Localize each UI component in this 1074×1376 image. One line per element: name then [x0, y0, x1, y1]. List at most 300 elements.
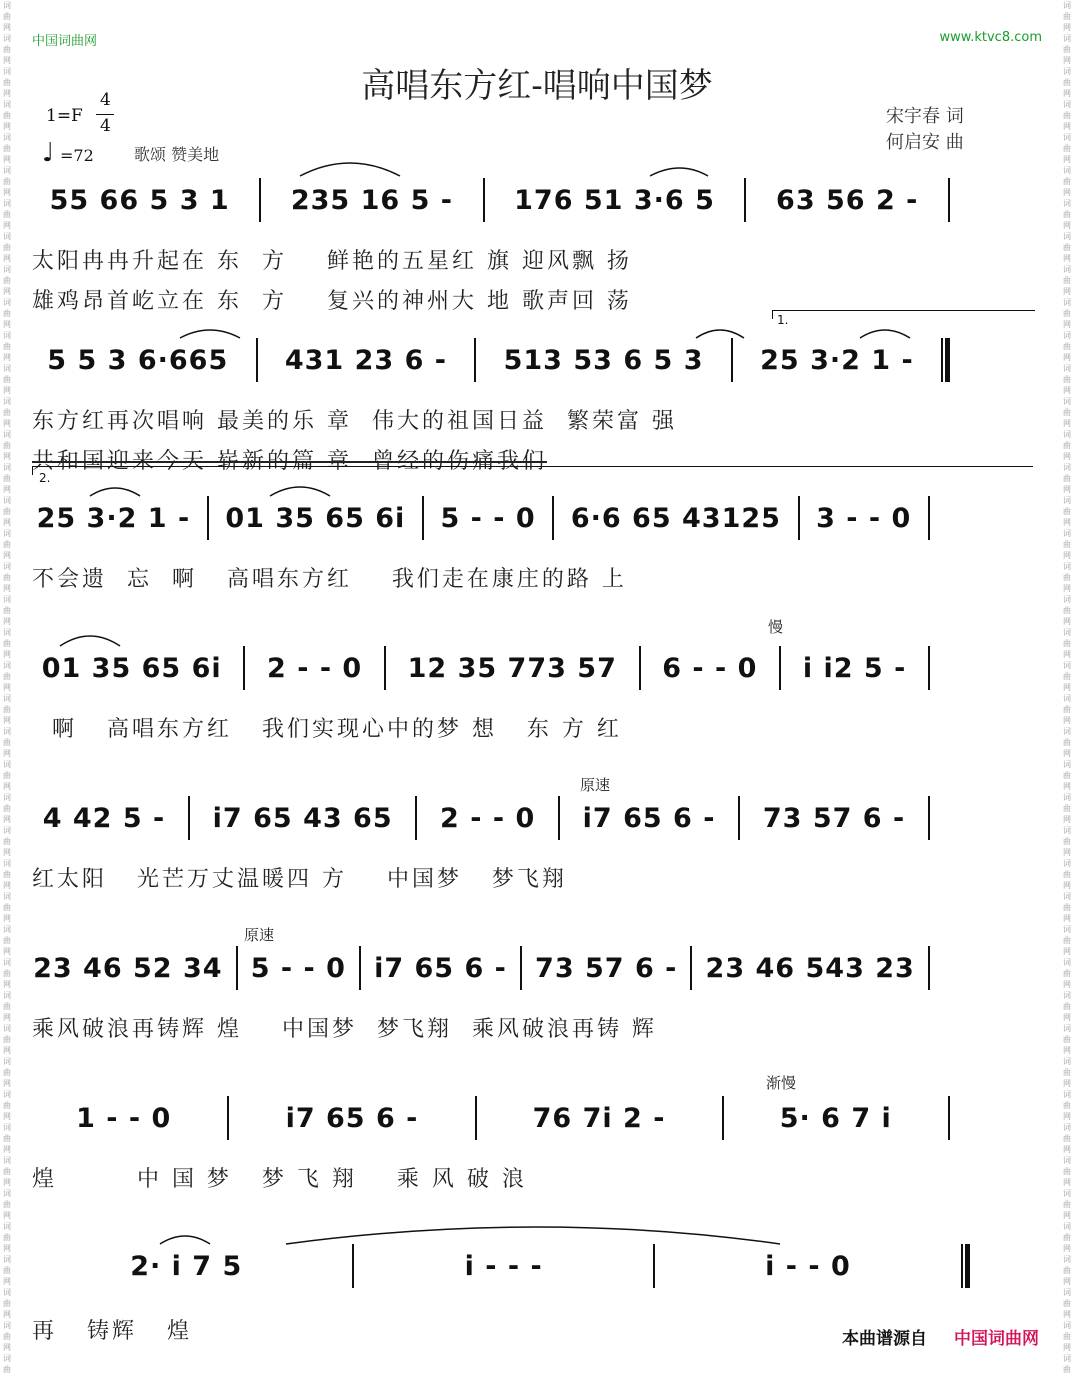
slur	[160, 1236, 210, 1244]
watermark-char: 曲	[1063, 672, 1071, 681]
measure-notes: 5 - - 0	[250, 952, 346, 984]
measure-notes: 6·6 65 43125	[570, 502, 781, 534]
watermark-char: 词	[1063, 562, 1071, 571]
watermark-char: 词	[3, 595, 11, 604]
watermark-char: 网	[1063, 89, 1071, 98]
watermark-char: 曲	[3, 738, 11, 747]
watermark-char: 网	[3, 584, 11, 593]
watermark-char: 曲	[3, 1068, 11, 1077]
watermark-char: 网	[3, 452, 11, 461]
watermark-char: 词	[3, 760, 11, 769]
watermark-char: 词	[1063, 859, 1071, 868]
watermark-char: 词	[3, 529, 11, 538]
watermark-char: 网	[3, 617, 11, 626]
watermark-char: 曲	[1063, 375, 1071, 384]
watermark-char: 网	[1063, 551, 1071, 560]
watermark-char: 词	[1063, 166, 1071, 175]
measure-notes: i i2 5 -	[802, 652, 907, 684]
slur	[650, 168, 708, 176]
watermark-char: 曲	[1063, 12, 1071, 21]
watermark-char: 网	[3, 122, 11, 131]
watermark-char: 曲	[3, 771, 11, 780]
tempo-marking: =72	[60, 146, 94, 165]
watermark-char: 词	[3, 859, 11, 868]
watermark-char: 曲	[3, 804, 11, 813]
watermark-char: 曲	[3, 639, 11, 648]
watermark-char: 词	[1063, 1222, 1071, 1231]
watermark-char: 词	[3, 1057, 11, 1066]
time-signature-bottom: 4	[100, 116, 111, 136]
watermark-char: 词	[3, 991, 11, 1000]
watermark-char: 词	[1063, 826, 1071, 835]
watermark-char: 词	[3, 628, 11, 637]
measure-notes: 63 56 2 -	[776, 184, 919, 216]
watermark-char: 曲	[1063, 408, 1071, 417]
watermark-char: 网	[3, 1079, 11, 1088]
watermark-char: 曲	[3, 309, 11, 318]
watermark-char: 词	[3, 925, 11, 934]
watermark-char: 网	[3, 1277, 11, 1286]
watermark-char: 词	[3, 166, 11, 175]
watermark-char: 网	[3, 551, 11, 560]
watermark-char: 曲	[3, 78, 11, 87]
watermark-char: 词	[1063, 463, 1071, 472]
measure-notes: 431 23 6 -	[284, 344, 447, 376]
measure-notes: 2· i 7 5	[130, 1250, 243, 1282]
watermark-char: 曲	[1063, 342, 1071, 351]
measure-notes: 5 5 3 6·665	[47, 344, 229, 376]
measure-notes: 5· 6 7 i	[779, 1102, 892, 1134]
watermark-char: 曲	[1063, 1200, 1071, 1209]
watermark-char: 网	[3, 353, 11, 362]
watermark-char: 词	[1063, 100, 1071, 109]
watermark-char: 词	[1063, 298, 1071, 307]
watermark-char: 网	[3, 980, 11, 989]
watermark-char: 曲	[1063, 573, 1071, 582]
watermark-char: 曲	[1063, 606, 1071, 615]
measure-notes: 3 - - 0	[816, 502, 912, 534]
watermark-char: 词	[3, 1090, 11, 1099]
slur	[300, 163, 400, 176]
tempo-mark-original: 原速	[580, 776, 611, 794]
slur	[180, 330, 240, 338]
measure-notes: 235 16 5 -	[290, 184, 453, 216]
watermark-char: 网	[3, 914, 11, 923]
watermark-char: 网	[3, 683, 11, 692]
tempo-mark-slow: 慢	[768, 618, 784, 636]
watermark-char: 词	[1063, 1354, 1071, 1363]
watermark-char: 曲	[3, 1035, 11, 1044]
watermark-char: 网	[1063, 320, 1071, 329]
watermark-char: 曲	[3, 903, 11, 912]
watermark-char: 网	[3, 716, 11, 725]
watermark-char: 曲	[3, 672, 11, 681]
watermark-char: 网	[1063, 1178, 1071, 1187]
lyric-line: 啊 高唱东方红 我们实现心中的梦 想 东 方 红	[32, 717, 622, 742]
lyric-line: 不会遗 忘 啊 高唱东方红 我们走在康庄的路 上	[32, 567, 627, 592]
watermark-char: 曲	[1063, 45, 1071, 54]
watermark-char: 网	[1063, 683, 1071, 692]
watermark-char: 网	[1063, 584, 1071, 593]
measure-notes: 01 35 65 6i	[41, 652, 222, 684]
watermark-char: 词	[1063, 34, 1071, 43]
watermark-char: 网	[3, 947, 11, 956]
measure-notes: i - - 0	[765, 1250, 851, 1282]
watermark-char: 词	[3, 397, 11, 406]
watermark-char: 曲	[1063, 441, 1071, 450]
watermark-char: 词	[1063, 430, 1071, 439]
watermark-char: 词	[1063, 661, 1071, 670]
watermark-char: 网	[1063, 1277, 1071, 1286]
footer-source-label: 本曲谱源自	[842, 1329, 927, 1349]
watermark-char: 曲	[3, 1200, 11, 1209]
watermark-char: 曲	[3, 342, 11, 351]
measure-notes: 76 7i 2 -	[532, 1102, 666, 1134]
watermark-char: 曲	[3, 45, 11, 54]
watermark-char: 词	[1063, 892, 1071, 901]
watermark-char: 网	[1063, 122, 1071, 131]
watermark-char: 曲	[1063, 243, 1071, 252]
watermark-char: 词	[1063, 331, 1071, 340]
measure-notes: 4 42 5 -	[42, 802, 166, 834]
watermark-char: 曲	[3, 408, 11, 417]
measure-notes: 73 57 6 -	[762, 802, 906, 834]
watermark-char: 曲	[3, 12, 11, 21]
watermark-char: 词	[1063, 364, 1071, 373]
watermark-char: 网	[1063, 947, 1071, 956]
watermark-char: 词	[3, 694, 11, 703]
watermark-char: 网	[1063, 56, 1071, 65]
watermark-char: 词	[1063, 1, 1071, 10]
watermark-char: 曲	[3, 276, 11, 285]
slur	[286, 1227, 780, 1244]
watermark-char: 曲	[3, 837, 11, 846]
watermark-char: 曲	[3, 1167, 11, 1176]
watermark-char: 曲	[3, 144, 11, 153]
watermark-char: 网	[1063, 1079, 1071, 1088]
lyric-line: 煌 中 国 梦 梦 飞 翔 乘 风 破 浪	[32, 1167, 527, 1192]
slur	[60, 636, 120, 646]
watermark-char: 曲	[3, 507, 11, 516]
watermark-char: 词	[1063, 397, 1071, 406]
watermark-char: 曲	[1063, 705, 1071, 714]
watermark-char: 曲	[3, 870, 11, 879]
watermark-char: 词	[3, 562, 11, 571]
watermark-char: 网	[3, 254, 11, 263]
watermark-char: 网	[1063, 782, 1071, 791]
expression-marking: 歌颂 赞美地	[134, 145, 220, 164]
watermark-char: 曲	[3, 969, 11, 978]
watermark-char: 网	[3, 1178, 11, 1187]
watermark-char: 网	[1063, 1244, 1071, 1253]
volta-label-2: 2.	[39, 471, 51, 485]
watermark-char: 曲	[1063, 540, 1071, 549]
watermark-char: 曲	[3, 1365, 11, 1374]
watermark-char: 网	[3, 155, 11, 164]
watermark-char: 词	[3, 826, 11, 835]
watermark-char: 网	[1063, 1211, 1071, 1220]
measure-notes: 176 51 3·6 5	[514, 184, 715, 216]
lyric-line: 雄鸡昂首屹立在 东 方 复兴的神州大 地 歌声回 荡	[32, 289, 632, 314]
watermark-char: 曲	[1063, 111, 1071, 120]
watermark-char: 曲	[3, 243, 11, 252]
watermark-char: 网	[3, 881, 11, 890]
watermark-char: 词	[3, 265, 11, 274]
watermark-char: 词	[1063, 1288, 1071, 1297]
watermark-char: 网	[3, 287, 11, 296]
watermark-char: 词	[3, 67, 11, 76]
watermark-char: 曲	[1063, 309, 1071, 318]
measure-notes: i7 65 6 -	[374, 952, 507, 984]
slur	[90, 488, 140, 496]
watermark-char: 网	[3, 23, 11, 32]
slur	[270, 487, 330, 496]
time-signature-top: 4	[100, 90, 111, 110]
watermark-char: 网	[1063, 386, 1071, 395]
watermark-char: 网	[3, 1046, 11, 1055]
watermark-char: 网	[3, 89, 11, 98]
measure-notes: 25 3·2 1 -	[36, 502, 191, 534]
watermark-char: 曲	[1063, 1035, 1071, 1044]
watermark-char: 曲	[1063, 804, 1071, 813]
watermark-char: 网	[3, 782, 11, 791]
watermark-char: 网	[1063, 188, 1071, 197]
watermark-char: 曲	[1063, 1002, 1071, 1011]
watermark-char: 网	[3, 749, 11, 758]
watermark-char: 网	[1063, 287, 1071, 296]
watermark-char: 网	[1063, 1013, 1071, 1022]
watermark-char: 词	[3, 892, 11, 901]
watermark-char: 曲	[3, 111, 11, 120]
watermark-char: 曲	[1063, 639, 1071, 648]
slur	[860, 330, 910, 338]
watermark-char: 曲	[1063, 1101, 1071, 1110]
watermark-char: 词	[1063, 727, 1071, 736]
watermark-char: 曲	[3, 936, 11, 945]
measure-notes: 12 35 773 57	[407, 652, 617, 684]
watermark-char: 词	[3, 1123, 11, 1132]
watermark-char: 网	[1063, 1343, 1071, 1352]
watermark-char: 曲	[1063, 837, 1071, 846]
watermark-char: 曲	[1063, 771, 1071, 780]
watermark-char: 词	[3, 793, 11, 802]
watermark-char: 曲	[3, 705, 11, 714]
watermark-char: 词	[1063, 958, 1071, 967]
measure-notes: 1 - - 0	[76, 1102, 172, 1134]
quarter-note-icon: ♩	[42, 138, 55, 168]
tempo-mark-original: 原速	[244, 926, 275, 944]
watermark-char: 曲	[1063, 1167, 1071, 1176]
watermark-char: 网	[3, 650, 11, 659]
measure-notes: i7 65 6 -	[285, 1102, 419, 1134]
watermark-char: 词	[3, 1222, 11, 1231]
watermark-char: 网	[1063, 815, 1071, 824]
watermark-char: 词	[1063, 133, 1071, 142]
watermark-char: 词	[3, 364, 11, 373]
watermark-char: 曲	[3, 1299, 11, 1308]
watermark-char: 词	[1063, 1024, 1071, 1033]
watermark-char: 曲	[1063, 936, 1071, 945]
watermark-char: 词	[1063, 496, 1071, 505]
watermark-char: 曲	[3, 375, 11, 384]
watermark-char: 网	[1063, 716, 1071, 725]
measure-notes: 2 - - 0	[267, 652, 363, 684]
lyric-line: 太阳冉冉升起在 东 方 鲜艳的五星红 旗 迎风飘 扬	[32, 249, 632, 274]
watermark-char: 网	[3, 386, 11, 395]
watermark-char: 词	[3, 34, 11, 43]
footer-source-site[interactable]: 中国词曲网	[954, 1329, 1039, 1349]
watermark-char: 曲	[1063, 1332, 1071, 1341]
measure-notes: 23 46 543 23	[705, 952, 915, 984]
watermark-char: 词	[3, 100, 11, 109]
watermark-char: 曲	[1063, 1365, 1071, 1374]
watermark-char: 词	[1063, 1255, 1071, 1264]
watermark-char: 曲	[3, 210, 11, 219]
watermark-char: 网	[3, 56, 11, 65]
lyricist-credit: 宋宇春 词	[886, 106, 964, 127]
watermark-char: 词	[3, 1288, 11, 1297]
watermark-char: 网	[3, 1244, 11, 1253]
watermark-char: 网	[3, 1310, 11, 1319]
watermark-char: 网	[3, 188, 11, 197]
watermark-char: 曲	[1063, 738, 1071, 747]
measure-notes: 5 - - 0	[440, 502, 536, 534]
watermark-char: 网	[1063, 1145, 1071, 1154]
watermark-char: 曲	[1063, 210, 1071, 219]
watermark-char: 曲	[1063, 1233, 1071, 1242]
watermark-char: 曲	[3, 474, 11, 483]
measure-notes: 513 53 6 5 3	[503, 344, 704, 376]
site-url-right[interactable]: www.ktvc8.com	[939, 30, 1042, 45]
watermark-char: 曲	[1063, 870, 1071, 879]
watermark-char: 网	[3, 221, 11, 230]
watermark-char: 词	[1063, 1123, 1071, 1132]
watermark-char: 词	[3, 232, 11, 241]
watermark-char: 词	[3, 1, 11, 10]
watermark-char: 词	[1063, 1090, 1071, 1099]
watermark-char: 词	[3, 1321, 11, 1330]
watermark-char: 网	[1063, 650, 1071, 659]
composer-credit: 何启安 曲	[886, 132, 964, 153]
watermark-char: 曲	[1063, 1299, 1071, 1308]
watermark-char: 网	[1063, 980, 1071, 989]
watermark-char: 曲	[1063, 276, 1071, 285]
watermark-char: 曲	[1063, 474, 1071, 483]
watermark-char: 网	[3, 485, 11, 494]
watermark-char: 词	[3, 430, 11, 439]
watermark-char: 网	[3, 1343, 11, 1352]
watermark-char: 网	[1063, 254, 1071, 263]
watermark-char: 词	[3, 298, 11, 307]
tempo-mark-gradual: 渐慢	[766, 1074, 797, 1092]
watermark-char: 网	[1063, 221, 1071, 230]
watermark-char: 网	[1063, 848, 1071, 857]
watermark-char: 词	[1063, 925, 1071, 934]
watermark-char: 曲	[1063, 903, 1071, 912]
watermark-char: 网	[1063, 1112, 1071, 1121]
watermark-char: 词	[3, 1354, 11, 1363]
watermark-char: 网	[1063, 617, 1071, 626]
watermark-char: 词	[3, 1024, 11, 1033]
watermark-char: 曲	[1063, 969, 1071, 978]
watermark-char: 词	[1063, 694, 1071, 703]
watermark-char: 词	[3, 1255, 11, 1264]
watermark-char: 曲	[3, 1233, 11, 1242]
measure-notes: 6 - - 0	[662, 652, 758, 684]
key-signature: 1=F	[46, 106, 83, 126]
measure-notes: 01 35 65 6i	[225, 502, 406, 534]
watermark-char: 网	[3, 815, 11, 824]
watermark-char: 词	[1063, 529, 1071, 538]
watermark-char: 网	[1063, 419, 1071, 428]
watermark-char: 曲	[1063, 78, 1071, 87]
lyric-line: 共和国迎来今天 崭新的篇 章 曾经的伤痛我们	[32, 449, 547, 474]
lyric-line: 红太阳 光芒万丈温暖四 方 中国梦 梦飞翔	[32, 867, 567, 892]
lyric-line: 乘风破浪再铸辉 煌 中国梦 梦飞翔 乘风破浪再铸 辉	[32, 1017, 657, 1042]
watermark-char: 词	[1063, 265, 1071, 274]
watermark-char: 词	[1063, 1156, 1071, 1165]
watermark-char: 曲	[1063, 1068, 1071, 1077]
watermark-char: 网	[3, 518, 11, 527]
watermark-char: 曲	[1063, 144, 1071, 153]
watermark-char: 曲	[3, 1101, 11, 1110]
watermark-char: 词	[3, 133, 11, 142]
watermark-char: 曲	[3, 540, 11, 549]
watermark-char: 曲	[3, 573, 11, 582]
watermark-char: 曲	[3, 441, 11, 450]
site-name-left[interactable]: 中国词曲网	[32, 34, 98, 49]
watermark-char: 词	[1063, 628, 1071, 637]
watermark-char: 词	[1063, 67, 1071, 76]
volta-label-1: 1.	[777, 313, 789, 327]
watermark-char: 曲	[1063, 1266, 1071, 1275]
watermark-char: 词	[3, 331, 11, 340]
watermark-char: 曲	[3, 177, 11, 186]
watermark-char: 词	[1063, 793, 1071, 802]
watermark-char: 曲	[3, 1266, 11, 1275]
watermark-char: 网	[3, 320, 11, 329]
measure-notes: 23 46 52 34	[33, 952, 223, 984]
watermark-char: 词	[1063, 232, 1071, 241]
slur	[696, 330, 744, 338]
watermark-char: 网	[3, 848, 11, 857]
watermark-char: 网	[1063, 155, 1071, 164]
watermark-char: 词	[1063, 1321, 1071, 1330]
watermark-char: 网	[3, 1145, 11, 1154]
watermark-char: 曲	[3, 606, 11, 615]
watermark-char: 网	[1063, 914, 1071, 923]
watermark-char: 网	[1063, 881, 1071, 890]
measure-notes: 25 3·2 1 -	[760, 344, 914, 376]
measure-notes: 55 66 5 3 1	[49, 184, 230, 216]
watermark-char: 曲	[1063, 507, 1071, 516]
watermark-char: 词	[3, 727, 11, 736]
watermark-char: 词	[1063, 1189, 1071, 1198]
measure-notes: i7 65 6 -	[582, 802, 716, 834]
watermark-char: 网	[1063, 452, 1071, 461]
watermark-char: 网	[1063, 1046, 1071, 1055]
watermark-char: 词	[3, 661, 11, 670]
watermark-char: 网	[3, 1112, 11, 1121]
song-title: 高唱东方红-唱响中国梦	[361, 66, 713, 106]
watermark-char: 网	[1063, 749, 1071, 758]
watermark-char: 词	[1063, 991, 1071, 1000]
watermark-char: 网	[1063, 353, 1071, 362]
measure-notes: i7 65 43 65	[212, 802, 393, 834]
measure-notes: 2 - - 0	[440, 802, 536, 834]
watermark-char: 网	[1063, 23, 1071, 32]
watermark-char: 词	[3, 496, 11, 505]
